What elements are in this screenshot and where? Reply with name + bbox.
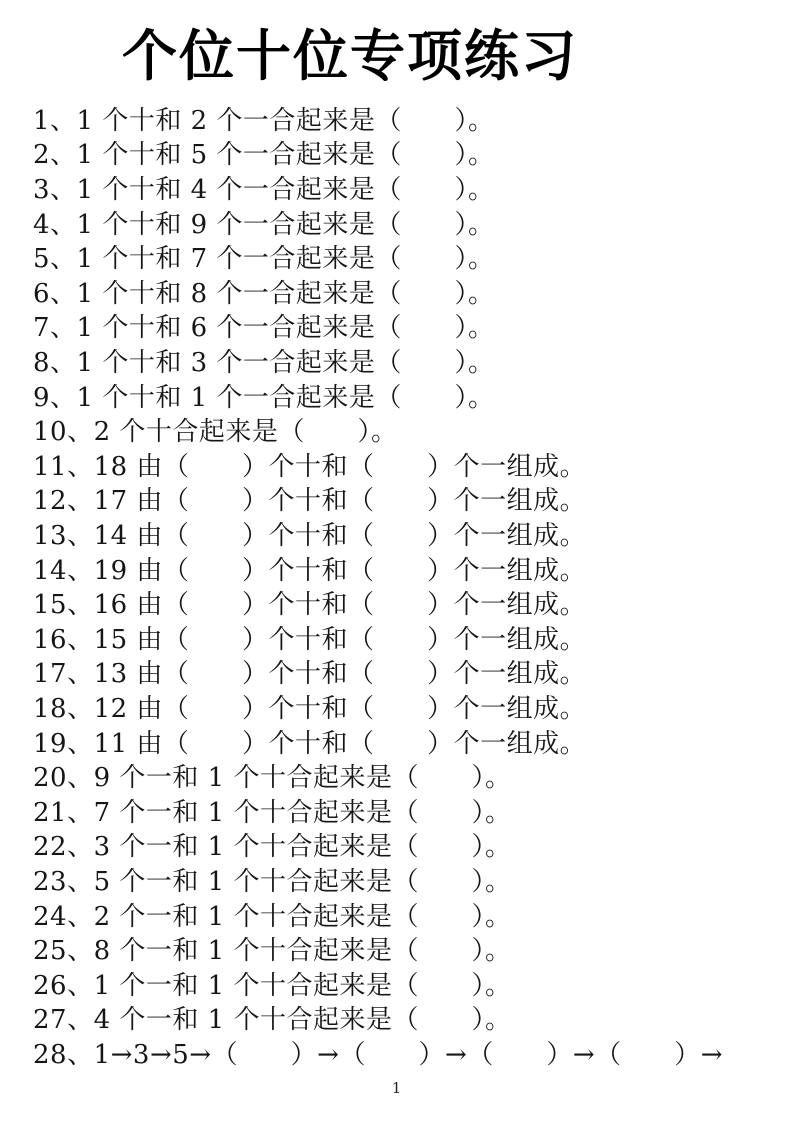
question-line-6: 6、1 个十和 8 个一合起来是（ ）。 xyxy=(33,278,495,309)
question-line-22: 22、3 个一和 1 个十合起来是（ ）。 xyxy=(33,832,512,863)
question-line-4: 4、1 个十和 9 个一合起来是（ ）。 xyxy=(33,209,495,240)
question-list xyxy=(0,104,793,1073)
question-line-15: 15、16 由（ ）个十和（ ）个一组成。 xyxy=(33,590,587,621)
question-line-8: 8、1 个十和 3 个一合起来是（ ）。 xyxy=(33,348,495,379)
question-line-5: 5、1 个十和 7 个一合起来是（ ）。 xyxy=(33,244,495,275)
question-line-14: 14、19 由（ ）个十和（ ）个一组成。 xyxy=(33,555,587,586)
page-title: 个位十位专项练习 xyxy=(122,25,579,87)
question-line-24: 24、2 个一和 1 个十合起来是（ ）。 xyxy=(33,901,512,932)
question-line-7: 7、1 个十和 6 个一合起来是（ ）。 xyxy=(33,313,495,344)
question-line-18: 18、12 由（ ）个十和（ ）个一组成。 xyxy=(33,693,587,724)
question-line-17: 17、13 由（ ）个十和（ ）个一组成。 xyxy=(33,659,587,690)
question-line-10: 10、2 个十合起来是（ ）。 xyxy=(33,417,398,448)
question-line-1: 1、1 个十和 2 个一合起来是（ ）。 xyxy=(33,105,495,136)
question-line-13: 13、14 由（ ）个十和（ ）个一组成。 xyxy=(33,521,587,552)
question-line-25: 25、8 个一和 1 个十合起来是（ ）。 xyxy=(33,936,512,967)
question-line-16: 16、15 由（ ）个十和（ ）个一组成。 xyxy=(33,624,587,655)
question-line-23: 23、5 个一和 1 个十合起来是（ ）。 xyxy=(33,866,512,897)
question-line-19: 19、11 由（ ）个十和（ ）个一组成。 xyxy=(33,728,587,759)
question-line-12: 12、17 由（ ）个十和（ ）个一组成。 xyxy=(33,486,587,517)
question-line-28: 28、1→3→5→（ ）→（ ）→（ ）→（ ）→ xyxy=(33,1039,724,1070)
question-line-9: 9、1 个十和 1 个一合起来是（ ）。 xyxy=(33,382,495,413)
page-number: 1 xyxy=(391,1079,402,1097)
question-line-21: 21、7 个一和 1 个十合起来是（ ）。 xyxy=(33,797,512,828)
question-line-3: 3、1 个十和 4 个一合起来是（ ）。 xyxy=(33,175,495,206)
question-line-11: 11、18 由（ ）个十和（ ）个一组成。 xyxy=(33,451,587,482)
question-line-26: 26、1 个一和 1 个十合起来是（ ）。 xyxy=(33,970,512,1001)
question-line-2: 2、1 个十和 5 个一合起来是（ ）。 xyxy=(33,140,495,171)
question-line-27: 27、4 个一和 1 个十合起来是（ ）。 xyxy=(33,1005,512,1036)
question-line-20: 20、9 个一和 1 个十合起来是（ ）。 xyxy=(33,763,512,794)
